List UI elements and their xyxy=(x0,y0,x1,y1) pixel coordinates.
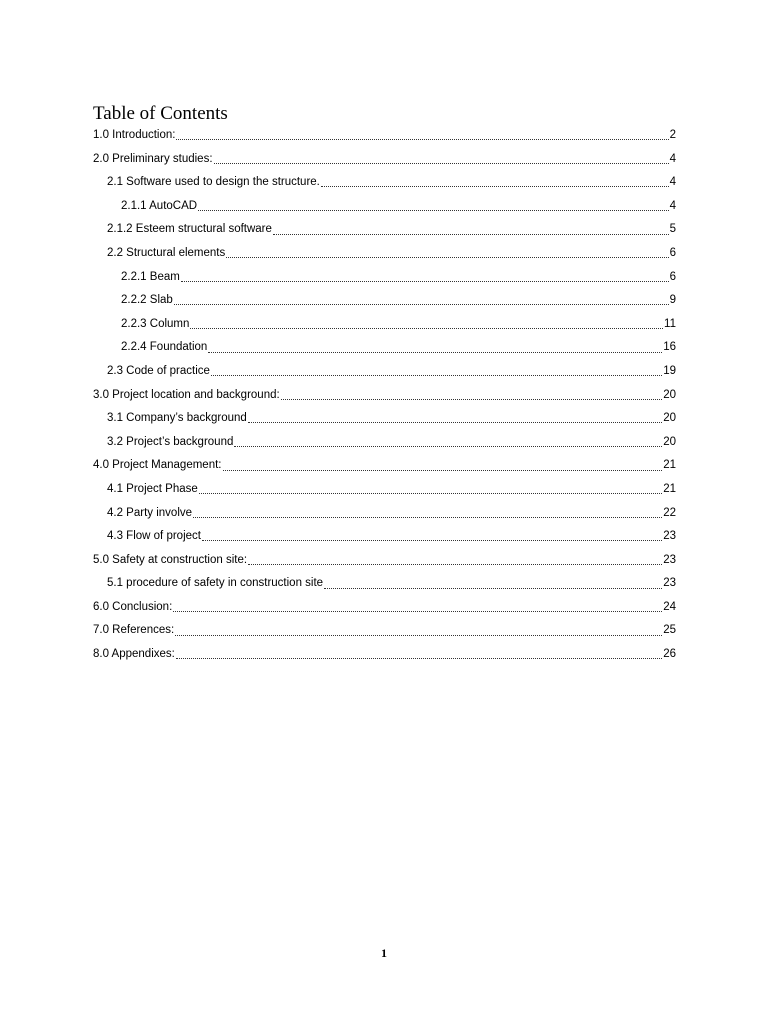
toc-entry[interactable] xyxy=(93,171,676,195)
toc-entry-label: 4.3 Flow of project xyxy=(107,530,201,543)
toc-entry[interactable] xyxy=(93,454,676,478)
toc-dot-leader xyxy=(173,611,662,612)
toc-dot-leader xyxy=(324,588,662,589)
toc-entry-label: 2.2.1 Beam xyxy=(121,270,180,283)
toc-dot-leader xyxy=(176,139,668,140)
toc-entry-label: 2.3 Code of practice xyxy=(107,364,210,377)
toc-list xyxy=(93,124,676,667)
toc-entry-page: 9 xyxy=(669,294,676,307)
toc-entry[interactable] xyxy=(93,549,676,573)
toc-dot-leader xyxy=(281,399,663,400)
toc-entry-page: 23 xyxy=(663,530,676,543)
toc-entry-page: 6 xyxy=(669,246,676,259)
toc-dot-leader xyxy=(234,446,662,447)
toc-dot-leader xyxy=(321,186,669,187)
toc-entry[interactable] xyxy=(93,502,676,526)
toc-entry[interactable] xyxy=(93,336,676,360)
toc-entry-label: 2.2.3 Column xyxy=(121,317,190,330)
toc-entry-page: 19 xyxy=(663,364,676,377)
toc-dot-leader xyxy=(248,564,662,565)
toc-dot-leader xyxy=(214,163,669,164)
toc-entry-page: 4 xyxy=(669,152,676,165)
toc-dot-leader xyxy=(202,540,662,541)
toc-entry[interactable] xyxy=(93,289,676,313)
toc-entry-page: 20 xyxy=(663,435,676,448)
toc-entry-label: 5.1 procedure of safety in construction site xyxy=(107,577,324,590)
toc-dot-leader xyxy=(175,635,662,636)
toc-entry-label: 8.0 Appendixes: xyxy=(93,648,175,661)
toc-dot-leader xyxy=(181,281,669,282)
toc-entry-label: 3.1 Company’s background xyxy=(107,412,247,425)
toc-entry-page: 11 xyxy=(664,317,676,330)
toc-dot-leader xyxy=(273,234,669,235)
toc-entry[interactable] xyxy=(93,407,676,431)
toc-entry-label: 4.1 Project Phase xyxy=(107,482,198,495)
toc-entry[interactable] xyxy=(93,195,676,219)
toc-dot-leader xyxy=(223,470,663,471)
toc-entry[interactable] xyxy=(93,360,676,384)
toc-dot-leader xyxy=(248,422,662,423)
page-number: 1 xyxy=(381,946,387,960)
toc-dot-leader xyxy=(174,304,669,305)
toc-entry-label: 2.2.4 Foundation xyxy=(121,341,208,354)
toc-dot-leader xyxy=(198,210,669,211)
toc-dot-leader xyxy=(199,493,662,494)
toc-dot-leader xyxy=(208,352,662,353)
toc-entry-label: 2.0 Preliminary studies: xyxy=(93,152,213,165)
toc-entry-label: 2.1.1 AutoCAD xyxy=(121,199,198,212)
toc-dot-leader xyxy=(226,257,668,258)
toc-entry[interactable] xyxy=(93,384,676,408)
toc-entry-label: 2.1.2 Esteem structural software xyxy=(107,223,272,236)
toc-entry[interactable] xyxy=(93,242,676,266)
toc-entry-label: 2.2 Structural elements xyxy=(107,246,226,259)
toc-entry-page: 21 xyxy=(663,482,676,495)
toc-entry[interactable] xyxy=(93,148,676,172)
toc-entry[interactable] xyxy=(93,525,676,549)
toc-heading: Table of Contents xyxy=(93,103,228,124)
toc-entry-label: 3.2 Project’s background xyxy=(107,435,234,448)
toc-entry[interactable] xyxy=(93,478,676,502)
toc-entry-page: 4 xyxy=(669,176,676,189)
toc-entry-page: 21 xyxy=(663,459,676,472)
toc-entry-page: 16 xyxy=(663,341,676,354)
toc-entry-page: 4 xyxy=(669,199,676,212)
toc-entry[interactable] xyxy=(93,266,676,290)
toc-entry-page: 6 xyxy=(669,270,676,283)
toc-entry-page: 24 xyxy=(663,600,676,613)
toc-entry-page: 20 xyxy=(663,412,676,425)
toc-dot-leader xyxy=(211,375,662,376)
toc-entry-label: 4.2 Party involve xyxy=(107,506,193,519)
toc-entry-label: 3.0 Project location and background: xyxy=(93,388,280,401)
toc-entry-label: 4.0 Project Management: xyxy=(93,459,222,472)
toc-entry-page: 23 xyxy=(663,553,676,566)
toc-entry[interactable] xyxy=(93,572,676,596)
toc-entry-label: 1.0 Introduction: xyxy=(93,129,176,141)
toc-entry[interactable] xyxy=(93,596,676,620)
toc-entry-label: 5.0 Safety at construction site: xyxy=(93,553,248,566)
toc-dot-leader xyxy=(190,328,663,329)
toc-entry-label: 2.2.2 Slab xyxy=(121,294,173,307)
toc-entry[interactable] xyxy=(93,619,676,643)
toc-entry-page: 2 xyxy=(669,129,676,141)
toc-entry-page: 20 xyxy=(663,388,676,401)
toc-entry[interactable] xyxy=(93,124,676,148)
toc-entry[interactable] xyxy=(93,218,676,242)
toc-entry[interactable] xyxy=(93,313,676,337)
toc-entry[interactable] xyxy=(93,643,676,667)
toc-entry-page: 25 xyxy=(663,624,676,637)
toc-entry-label: 6.0 Conclusion: xyxy=(93,600,173,613)
toc-dot-leader xyxy=(193,517,662,518)
toc-entry-label: 2.1 Software used to design the structure. xyxy=(107,176,320,189)
toc-entry-page: 26 xyxy=(663,648,676,661)
toc-entry[interactable] xyxy=(93,431,676,455)
toc-entry-page: 23 xyxy=(663,577,676,590)
toc-entry-label: 7.0 References: xyxy=(93,624,175,637)
toc-entry-page: 22 xyxy=(663,506,676,519)
toc-entry-page: 5 xyxy=(669,223,676,236)
toc-dot-leader xyxy=(176,658,662,659)
